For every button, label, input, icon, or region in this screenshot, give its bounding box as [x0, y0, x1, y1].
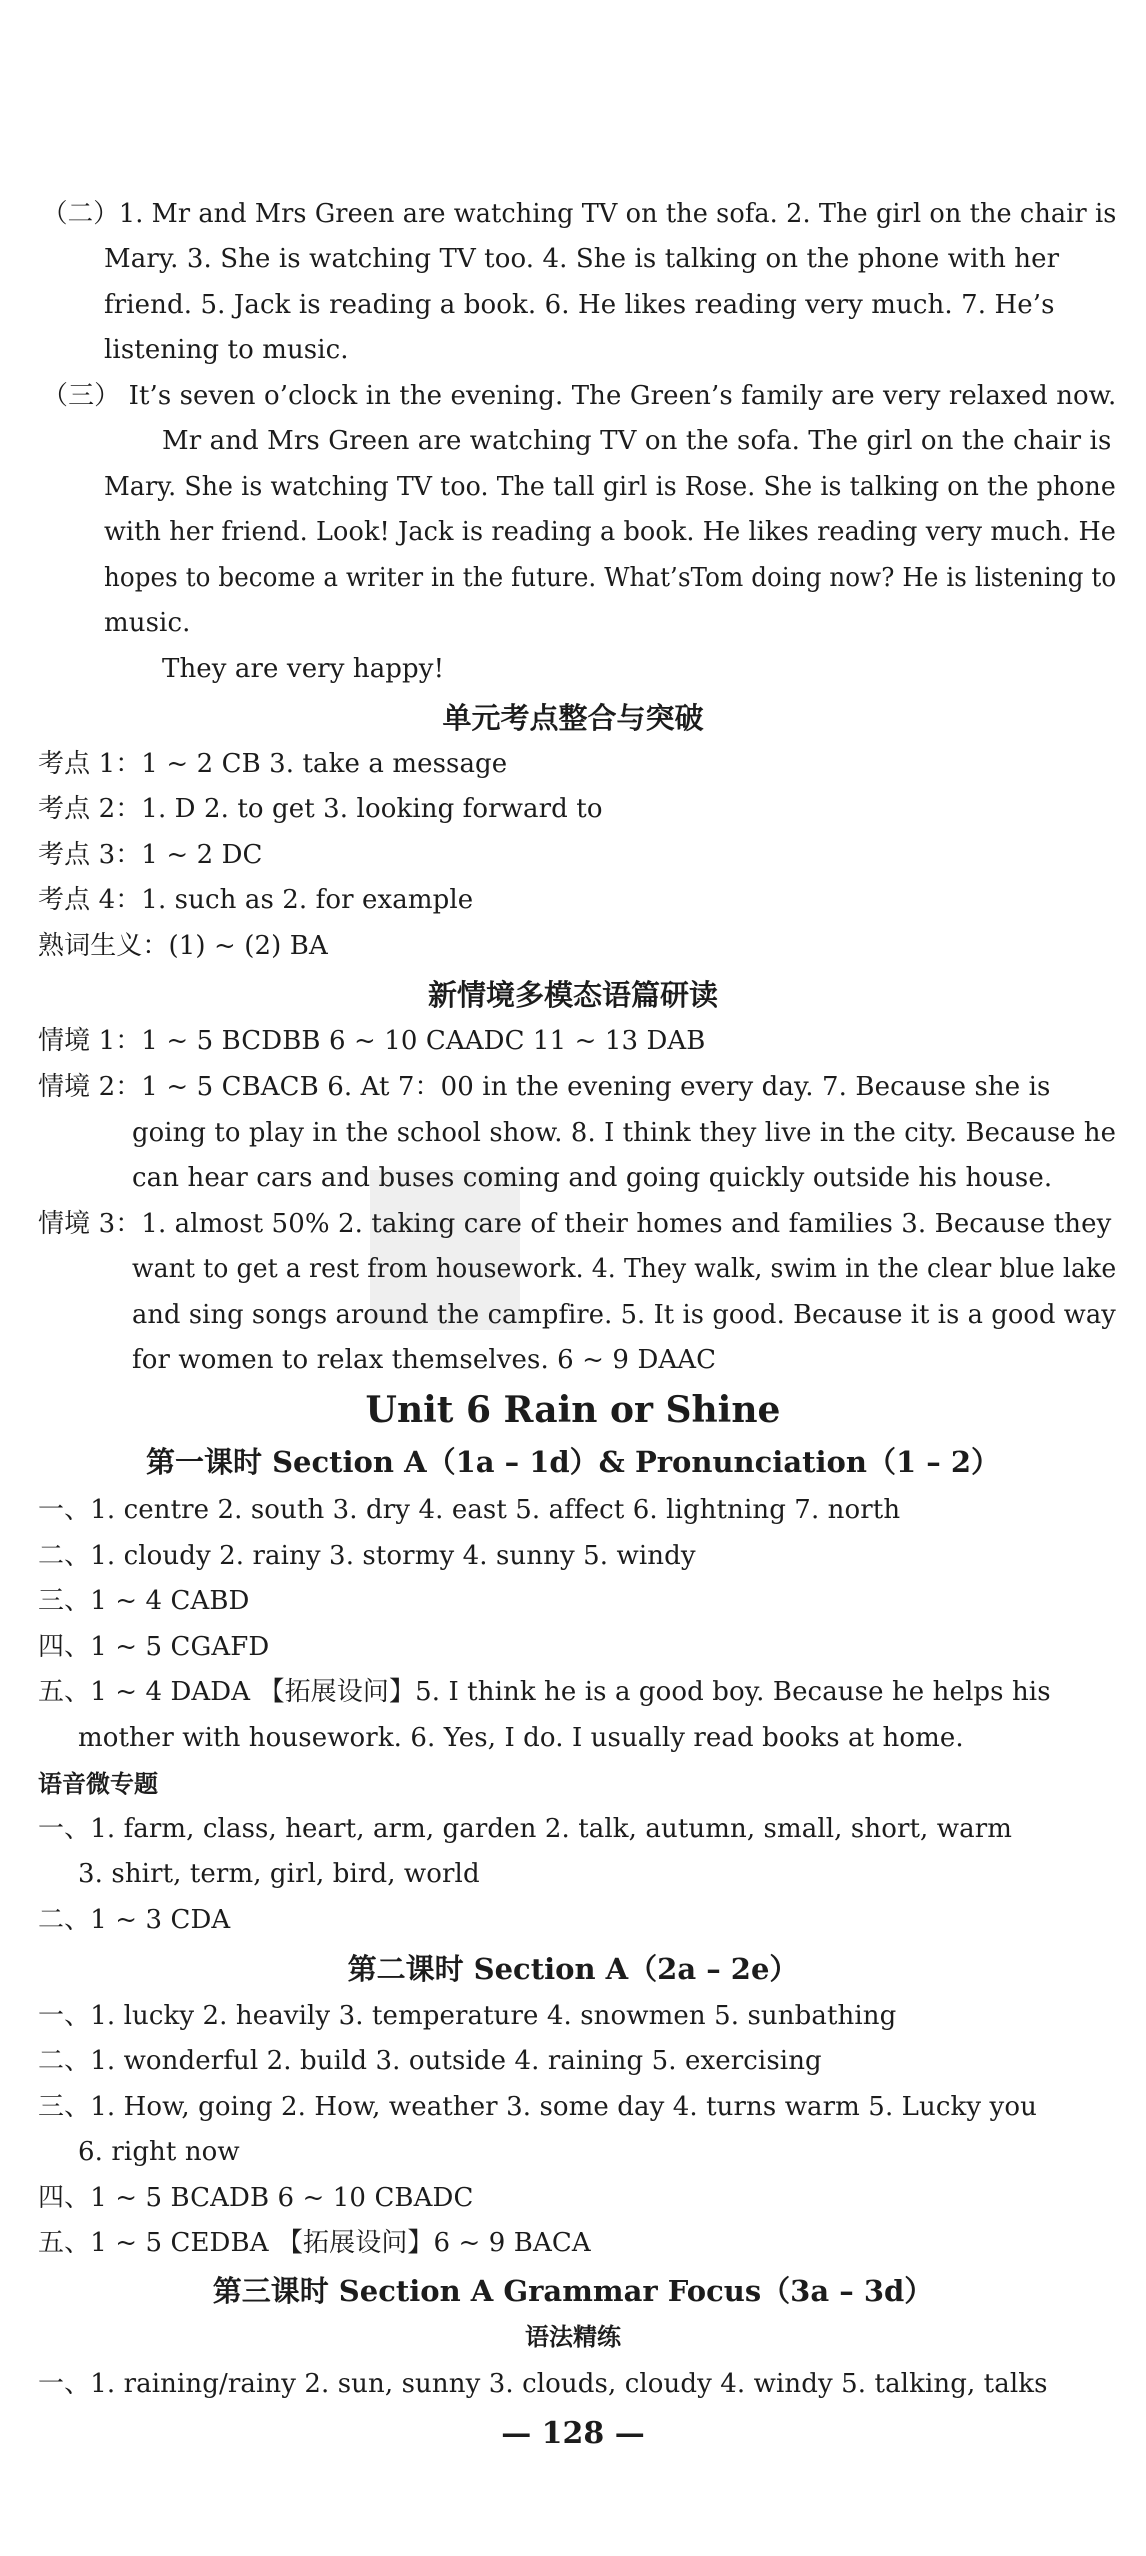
section-2-line-4: listening to music. — [104, 335, 349, 365]
lesson-1-part-5-line-2: mother with housework. 6. Yes, I do. I usually read books at home. — [78, 1723, 964, 1753]
review-point-4: 考点 4：1. such as 2. for example — [38, 885, 474, 915]
lesson-2-part-1: 一、1. lucky 2. heavily 3. temperature 4. snowmen 5. sunbathing — [38, 2001, 897, 2031]
section-3-line-3: Mary. She is watching TV too. The tall girl is Rose. She is talking on the phone — [104, 472, 1116, 502]
lesson-2-part-4: 四、1 ~ 5 BCADB 6 ~ 10 CBADC — [38, 2183, 474, 2213]
lesson-2-part-3-line-1: 三、1. How, going 2. How, weather 3. some day 4. turns warm 5. Lucky you — [38, 2092, 1037, 2122]
lesson-2-part-2: 二、1. wonderful 2. build 3. outside 4. raining 5. exercising — [38, 2046, 822, 2076]
lesson-1-part-2: 二、1. cloudy 2. rainy 3. stormy 4. sunny 5. windy — [38, 1541, 696, 1571]
lesson-3-part-1: 一、1. raining/rainy 2. sun, sunny 3. clouds, cloudy 4. windy 5. talking, talks — [38, 2369, 1048, 2399]
section-2-line-3: friend. 5. Jack is reading a book. 6. He likes reading very much. 7. He’s — [104, 290, 1055, 320]
review-point-5: 熟词生义：(1) ~ (2) BA — [38, 931, 328, 961]
phonics-part-1-line-2: 3. shirt, term, girl, bird, world — [78, 1859, 480, 1889]
reading-context-3-line-2: want to get a rest from housework. 4. They walk, swim in the clear blue lake — [132, 1254, 1117, 1284]
reading-context-2-line-1: 情境 2：1 ~ 5 CBACB 6. At 7：00 in the evening every day. 7. Because she is — [38, 1072, 1051, 1102]
lesson-3-heading: 第三课时 Section A Grammar Focus（3a – 3d） — [212, 2274, 934, 2308]
section-3-line-2: Mr and Mrs Green are watching TV on the sofa. The girl on the chair is — [162, 426, 1112, 456]
reading-context-1: 情境 1：1 ~ 5 BCDBB 6 ~ 10 CAADC 11 ~ 13 DAB — [38, 1026, 706, 1056]
lesson-2-part-3-line-2: 6. right now — [78, 2137, 240, 2167]
lesson-2-heading: 第二课时 Section A（2a – 2e） — [347, 1952, 799, 1986]
unit-review-heading: 单元考点整合与突破 — [442, 701, 704, 735]
phonics-part-2: 二、1 ~ 3 CDA — [38, 1905, 231, 1935]
phonics-label: 语音微专题 — [38, 1770, 158, 1798]
section-3-line-1: （三） It’s seven o’clock in the evening. The Green’s family are very relaxed now. — [42, 381, 1117, 411]
section-3-line-6: music. — [104, 608, 191, 638]
lesson-1-part-5-line-1: 五、1 ~ 4 DADA 【拓展设问】5. I think he is a good boy. Because he helps his — [38, 1677, 1051, 1707]
review-point-3: 考点 3：1 ~ 2 DC — [38, 840, 263, 870]
unit-6-title: Unit 6 Rain or Shine — [365, 1389, 781, 1431]
reading-heading: 新情境多模态语篇研读 — [427, 978, 718, 1012]
reading-context-3-line-3: and sing songs around the campfire. 5. It is good. Because it is a good way — [132, 1300, 1116, 1330]
review-point-2: 考点 2：1. D 2. to get 3. looking forward to — [38, 794, 603, 824]
grammar-practice-label: 语法精练 — [525, 2323, 621, 2351]
lesson-1-part-3: 三、1 ~ 4 CABD — [38, 1586, 250, 1616]
section-3-line-4: with her friend. Look! Jack is reading a book. He likes reading very much. He — [104, 517, 1116, 547]
reading-context-3-line-4: for women to relax themselves. 6 ~ 9 DAAC — [132, 1345, 717, 1375]
reading-context-2-line-3: can hear cars and buses coming and going quickly outside his house. — [132, 1163, 1053, 1193]
reading-context-2-line-2: going to play in the school show. 8. I think they live in the city. Because he — [132, 1118, 1117, 1148]
section-3-line-7: They are very happy! — [162, 654, 445, 684]
review-point-1: 考点 1：1 ~ 2 CB 3. take a message — [38, 749, 508, 779]
section-3-line-5: hopes to become a writer in the future. What’sTom doing now? He is listening to — [104, 563, 1117, 593]
section-2-line-1: （二）1. Mr and Mrs Green are watching TV on the sofa. 2. The girl on the chair is — [42, 199, 1117, 229]
lesson-1-heading: 第一课时 Section A（1a – 1d）& Pronunciation（1 – 2） — [145, 1445, 1000, 1479]
page-number: — 128 — — [501, 2416, 645, 2451]
lesson-1-part-4: 四、1 ~ 5 CGAFD — [38, 1632, 270, 1662]
lesson-2-part-5: 五、1 ~ 5 CEDBA 【拓展设问】6 ~ 9 BACA — [38, 2228, 591, 2258]
reading-context-3-line-1: 情境 3：1. almost 50% 2. taking care of their homes and families 3. Because they — [38, 1209, 1112, 1239]
lesson-1-part-1: 一、1. centre 2. south 3. dry 4. east 5. affect 6. lightning 7. north — [38, 1495, 901, 1525]
phonics-part-1-line-1: 一、1. farm, class, heart, arm, garden 2. talk, autumn, small, short, warm — [38, 1814, 1012, 1844]
section-2-line-2: Mary. 3. She is watching TV too. 4. She is talking on the phone with her — [104, 244, 1060, 274]
